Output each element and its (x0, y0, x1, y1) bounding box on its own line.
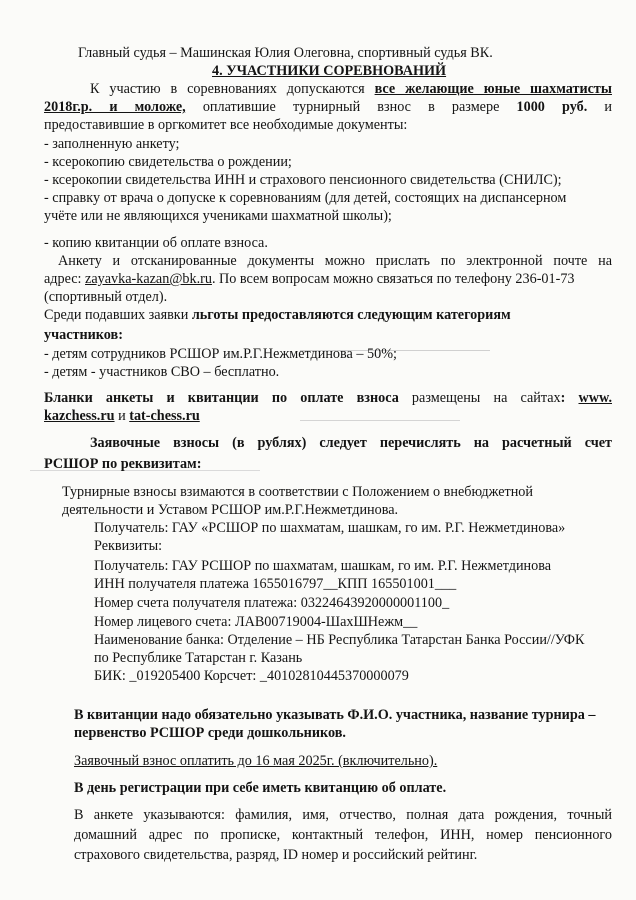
recipient-short: Получатель: ГАУ «РСШОР по шахматам, шашкам, го им. Р.Г. Нежметдинова» (94, 520, 566, 536)
intro-line-2: 2018г.р. и моложе, оплатившие турнирный взнос в размере 1000 руб. и (44, 99, 613, 115)
fees-line-1: Заявочные взносы (в рублях) следует перечислять на расчетный счет (90, 435, 612, 451)
email-link[interactable]: zayavka-kazan@bk.ru (85, 271, 212, 287)
document-item: - ксерокопии свидетельства ИНН и страхового пенсионного свидетельства (СНИЛС); (44, 172, 562, 188)
bank-name-2: по Республике Татарстан г. Казань (94, 650, 303, 666)
bleed-through-mark (300, 420, 460, 429)
submission-line-2: адрес: zayavka-kazan@bk.ru. По всем вопросам можно связаться по телефону 236-01-73 (44, 271, 575, 287)
receipt-note-2: первенство РСШОР среди дошкольников. (74, 725, 346, 741)
document-item: - копию квитанции об оплате взноса. (44, 235, 268, 251)
forms-line-1: Бланки анкеты и квитанции по оплате взноса размещены на сайтах: www. (44, 390, 612, 406)
document-item: - справку от врача о допуске к соревнованиям (для детей, состоящих на диспансерном (44, 190, 567, 206)
benefits-line-2: участников: (44, 327, 123, 343)
account-number: Номер счета получателя платежа: 03224643920000001100_ (94, 595, 450, 611)
deadline: Заявочный взнос оплатить до 16 мая 2025г. (включительно). (74, 753, 438, 769)
questionnaire-line-1: В анкете указываются: фамилия, имя, отчество, полная дата рождения, точный (74, 807, 612, 823)
section-title: 4. УЧАСТНИКИ СОРЕВНОВАНИЙ (212, 63, 447, 79)
inn-kpp: ИНН получателя платежа 1655016797__КПП 165501001___ (94, 576, 457, 592)
requisites-label: Реквизиты: (94, 538, 163, 554)
personal-account: Номер лицевого счета: ЛАВ00719004-ШахШНежм__ (94, 614, 418, 630)
document-item: учёте или не являющихся учениками шахматной школы); (44, 208, 392, 224)
registration-note: В день регистрации при себе иметь квитанцию об оплате. (74, 780, 447, 796)
bank-name-1: Наименование банка: Отделение – НБ Республика Татарстан Банка России//УФК (94, 632, 585, 648)
requisites-basis-2: деятельности и Уставом РСШОР им.Р.Г.Нежметдинова. (62, 502, 399, 518)
chief-judge-line: Главный судья – Машинская Юлия Олеговна, спортивный судья ВК. (78, 45, 493, 61)
recipient-full: Получатель: ГАУ РСШОР по шахматам, шашкам, го им. Р.Г. Нежметдинова (94, 558, 552, 574)
site-link-kazchess-cont[interactable]: kazchess.ru (44, 408, 115, 424)
document-item: - заполненную анкету; (44, 136, 180, 152)
requisites-basis-1: Турнирные взносы взимаются в соответствии с Положением о внебюджетной (62, 484, 533, 500)
benefits-line-1: Среди подавших заявки льготы предоставляются следующим категориям (44, 307, 511, 323)
questionnaire-line-3: страхового свидетельства, разряд, ID номер и российский рейтинг. (74, 847, 478, 863)
document-item: - ксерокопию свидетельства о рождении; (44, 154, 292, 170)
fees-line-2: РСШОР по реквизитам: (44, 456, 202, 472)
intro-line-3: предоставившие в оргкомитет все необходимые документы: (44, 117, 408, 133)
benefit-item: - детям - участников СВО – бесплатно. (44, 364, 280, 380)
intro-line-1: К участию в соревнованиях допускаются все желающие юные шахматисты (90, 81, 612, 97)
submission-line-1: Анкету и отсканированные документы можно прислать по электронной почте на (58, 253, 612, 269)
questionnaire-line-2: домашний адрес по прописке, контактный телефон, ИНН, номер пенсионного (74, 827, 612, 843)
site-link-kazchess[interactable]: www. (578, 390, 612, 406)
benefit-item: - детям сотрудников РСШОР им.Р.Г.Нежметдинова – 50%; (44, 346, 397, 362)
bik-korschet: БИК: _019205400 Корсчет: _40102810445370000079 (94, 668, 409, 684)
forms-line-2: kazchess.ru и tat-chess.ru (44, 408, 200, 424)
submission-line-3: (спортивный отдел). (44, 289, 168, 305)
receipt-note-1: В квитанции надо обязательно указывать Ф.И.О. участника, название турнира – (74, 707, 596, 723)
site-link-tatchess[interactable]: tat-chess.ru (129, 408, 200, 424)
